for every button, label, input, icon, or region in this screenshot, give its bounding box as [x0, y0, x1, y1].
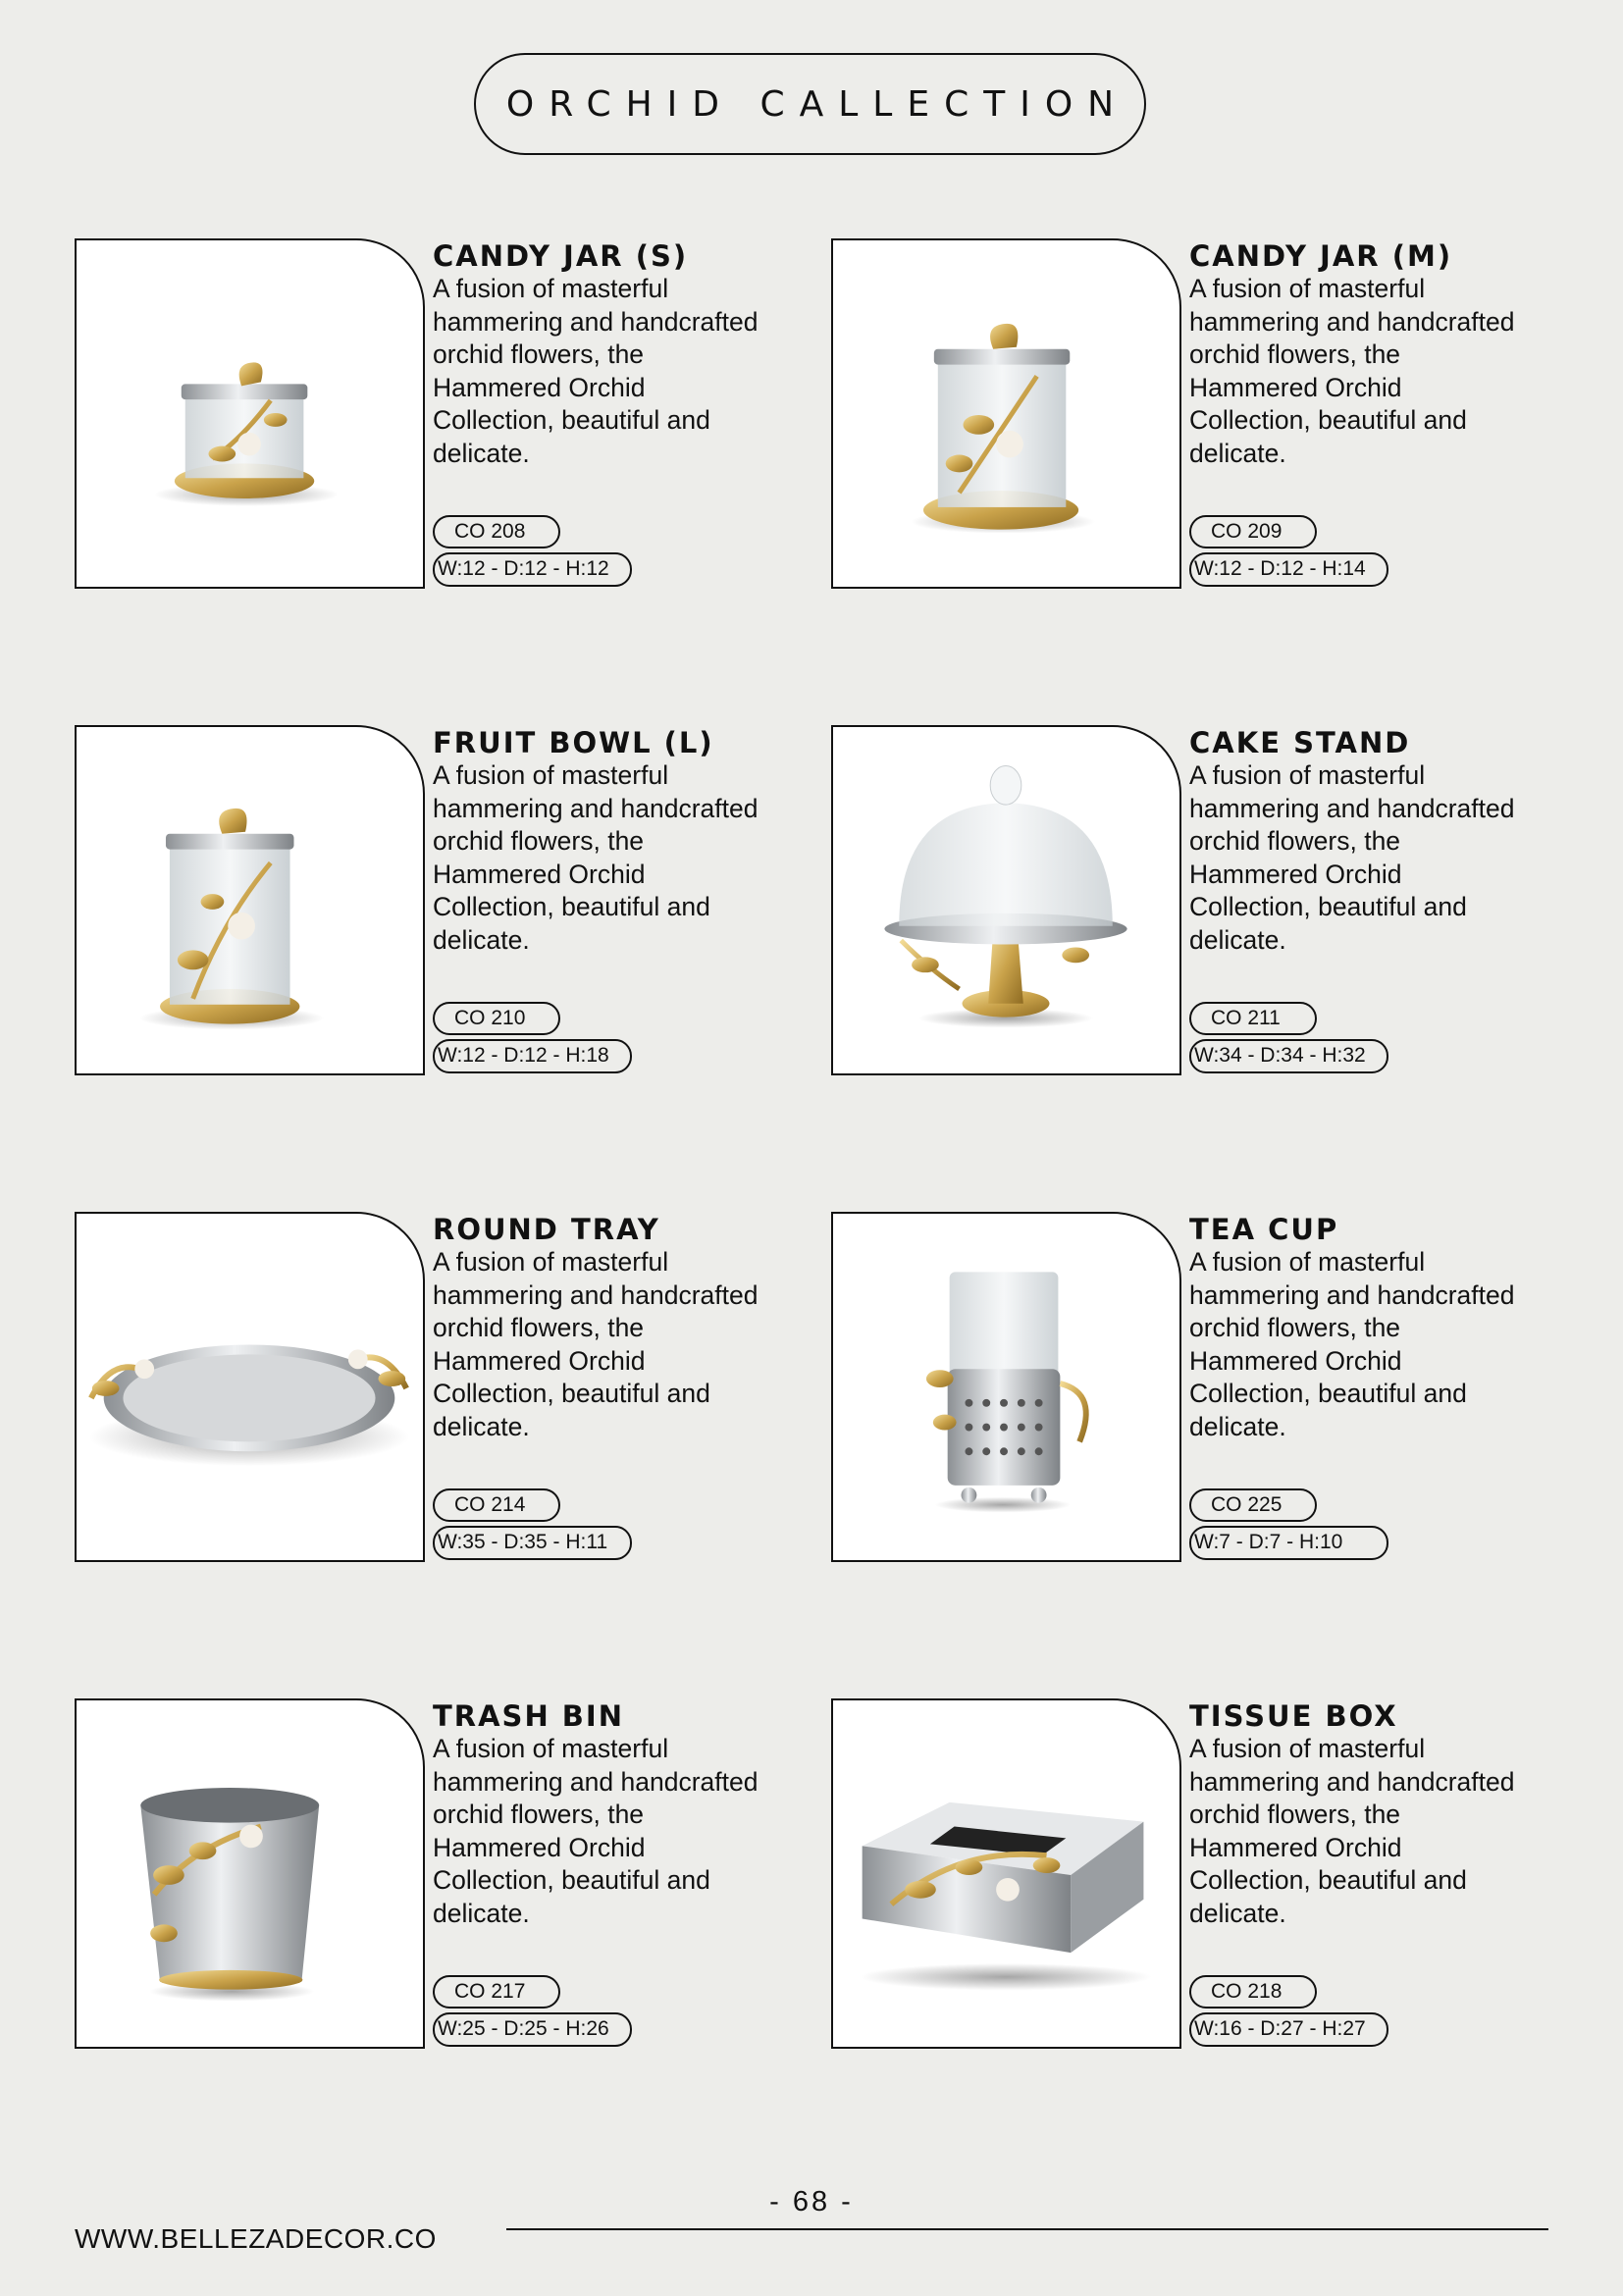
product-dimensions-badge: W:12 - D:12 - H:18: [433, 1039, 632, 1073]
product-description: A fusion of masterful hammering and handcrafted orchid flowers, the Hammered Orchid Collection, beautiful and delicate.: [1189, 1247, 1515, 1441]
product-description: A fusion of masterful hammering and handcrafted orchid flowers, the Hammered Orchid Collection, beautiful and delicate.: [433, 760, 759, 955]
product-card: [831, 725, 1557, 1078]
product-dimensions-badge: W:12 - D:12 - H:12: [433, 552, 632, 587]
product-photo: [831, 725, 1181, 1075]
product-name: TEA CUP: [1189, 1213, 1339, 1246]
product-photo: [831, 1212, 1181, 1562]
large-jar-image: [77, 727, 423, 1073]
product-code-badge: CO 217: [433, 1975, 560, 2009]
product-name: TRASH BIN: [433, 1699, 624, 1733]
product-dimensions-badge: W:34 - D:34 - H:32: [1189, 1039, 1388, 1073]
product-name: CANDY JAR (M): [1189, 239, 1453, 273]
product-description: A fusion of masterful hammering and handcrafted orchid flowers, the Hammered Orchid Collection, beautiful and delicate.: [433, 274, 759, 468]
product-description: A fusion of masterful hammering and handcrafted orchid flowers, the Hammered Orchid Collection, beautiful and delicate.: [1189, 274, 1515, 468]
product-photo: [831, 238, 1181, 589]
product-code-badge: CO 218: [1189, 1975, 1317, 2009]
website-link[interactable]: WWW.BELLEZADECOR.CO: [75, 2223, 437, 2254]
product-description: A fusion of masterful hammering and handcrafted orchid flowers, the Hammered Orchid Collection, beautiful and delicate.: [433, 1247, 759, 1441]
product-name: CANDY JAR (S): [433, 239, 689, 273]
product-code-badge: CO 211: [1189, 1002, 1317, 1035]
product-card: [831, 238, 1557, 592]
page-title-pill: [474, 53, 1146, 155]
product-photo: [75, 238, 425, 589]
product-code-badge: CO 210: [433, 1002, 560, 1035]
round-tray-image: [77, 1214, 423, 1560]
cake-stand-image: [833, 727, 1179, 1073]
tissue-box-image: [833, 1700, 1179, 2047]
product-card: [831, 1212, 1557, 1565]
product-dimensions-badge: W:25 - D:25 - H:26: [433, 2012, 632, 2047]
product-dimensions-badge: W:35 - D:35 - H:11: [433, 1526, 632, 1560]
product-dimensions-badge: W:16 - D:27 - H:27: [1189, 2012, 1388, 2047]
medium-candy-jar-image: [833, 240, 1179, 587]
product-description: A fusion of masterful hammering and handcrafted orchid flowers, the Hammered Orchid Collection, beautiful and delicate.: [1189, 760, 1515, 955]
product-name: CAKE STAND: [1189, 726, 1411, 759]
product-photo: [75, 1698, 425, 2049]
trash-bin-image: [77, 1700, 423, 2047]
product-name: FRUIT BOWL (L): [433, 726, 714, 759]
product-code-badge: CO 208: [433, 515, 560, 548]
page-number: - 68 -: [769, 2186, 854, 2218]
product-dimensions-badge: W:7 - D:7 - H:10: [1189, 1526, 1388, 1560]
small-candy-jar-image: [77, 240, 423, 587]
product-name: TISSUE BOX: [1189, 1699, 1398, 1733]
product-card: [75, 725, 801, 1078]
product-description: A fusion of masterful hammering and handcrafted orchid flowers, the Hammered Orchid Collection, beautiful and delicate.: [1189, 1734, 1515, 1928]
product-card: [75, 1698, 801, 2052]
product-card: [75, 1212, 801, 1565]
product-name: ROUND TRAY: [433, 1213, 660, 1246]
page-title: ORCHID CALLECTION: [505, 83, 1129, 125]
footer-divider: [506, 2228, 1548, 2230]
tea-cup-image: [833, 1214, 1179, 1560]
product-code-badge: CO 225: [1189, 1488, 1317, 1522]
product-photo: [75, 725, 425, 1075]
product-photo: [831, 1698, 1181, 2049]
product-card: [75, 238, 801, 592]
product-description: A fusion of masterful hammering and handcrafted orchid flowers, the Hammered Orchid Collection, beautiful and delicate.: [433, 1734, 759, 1928]
product-code-badge: CO 214: [433, 1488, 560, 1522]
product-dimensions-badge: W:12 - D:12 - H:14: [1189, 552, 1388, 587]
product-code-badge: CO 209: [1189, 515, 1317, 548]
product-card: [831, 1698, 1557, 2052]
product-photo: [75, 1212, 425, 1562]
